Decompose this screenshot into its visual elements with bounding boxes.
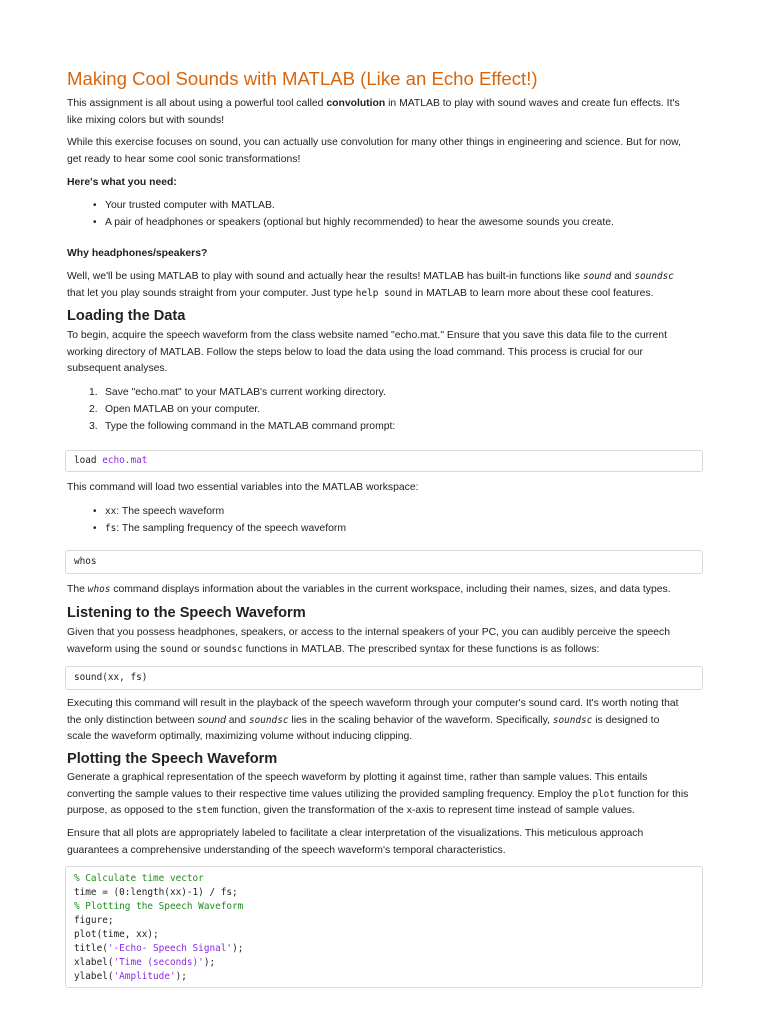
why-heading: Why headphones/speakers? [67, 248, 208, 259]
whos-text: The [67, 584, 88, 595]
listening-text: functions in MATLAB. The prescribed syntax for these functions is as follows: [242, 643, 600, 655]
list-item: • Your trusted computer with MATLAB. [67, 197, 699, 214]
code-string: 'Time (seconds)' [113, 957, 204, 968]
page-title: Making Cool Sounds with MATLAB (Like an Echo Effect!) [67, 68, 538, 89]
code-line: plot(time, xx); [74, 929, 159, 940]
listening-text: Given that you possess headphones, speakers, or access to the internal speakers of your PC, you can audibly perceive the speech [67, 627, 671, 638]
executing-text: lies in the scaling behavior of the waveform. Specifically, [288, 714, 553, 726]
why-text: that let you play sounds straight from your computer. Just type [67, 287, 356, 299]
labeling-text: guarantees a comprehensive understanding of the speech waveform's temporal characteristics. [67, 844, 506, 856]
executing-text: Executing this command will result in the playback of the speech waveform through your computer's sound card. It's worth noting that [67, 698, 679, 709]
code-function: title( [74, 943, 108, 954]
code-line [74, 454, 694, 468]
listening-paragraph [67, 625, 699, 658]
intro-text: While this exercise focuses on sound, you can actually use convolution for many other things in engineering and science. But for now, [67, 137, 681, 148]
sound-function: sound [583, 271, 612, 282]
code-line: sound(xx, fs) [74, 672, 148, 683]
executing-paragraph [67, 696, 699, 746]
loading-text: To begin, acquire the speech waveform from the class website named "echo.mat." Ensure that you save this data file to the current [67, 330, 667, 341]
code-function: xlabel( [74, 957, 114, 968]
step-text: Type the following command in the MATLAB command prompt: [105, 421, 396, 432]
plotting-heading: Plotting the Speech Waveform [67, 751, 278, 767]
sound-function: sound [159, 643, 189, 655]
listening-heading: Listening to the Speech Waveform [67, 605, 306, 621]
code-keyword: load [74, 455, 103, 466]
list-item [67, 520, 699, 537]
code-block-load[interactable] [65, 450, 703, 472]
variables-list [67, 503, 699, 537]
executing-text: scale the waveform optimally, maximizing volume without inducing clipping. [67, 731, 413, 742]
list-item: • A pair of headphones or speakers (optional but highly recommended) to hear the awesome sounds you create. [67, 214, 699, 231]
code-block-sound[interactable] [65, 666, 703, 690]
list-item [67, 418, 699, 435]
code-comment: % Calculate time vector [74, 873, 204, 884]
labeling-text: Ensure that all plots are appropriately labeled to facilitate a clear interpretation of the visualizations. This meticulous approach [67, 828, 644, 839]
intro-text: in MATLAB to play with sound waves and create fun effects. It's [385, 98, 680, 109]
plotting-paragraph [67, 770, 699, 820]
plotting-text: converting the sample values to their respective time values utilizing the provided sampling frequency. Employ the [67, 788, 593, 800]
code-block-plot[interactable] [65, 866, 703, 988]
step-number: 1. [89, 387, 98, 398]
why-text: in MATLAB to learn more about these cool features. [412, 287, 654, 299]
code-line [74, 970, 694, 984]
help-sound-command: help sound [355, 287, 413, 299]
intro-paragraph-1 [67, 96, 699, 129]
step-number: 3. [89, 421, 98, 432]
plotting-text: Generate a graphical representation of the speech waveform by plotting it against time, rather than sample values. This entails [67, 772, 648, 783]
code-punct: ); [203, 957, 216, 968]
list-item [67, 401, 699, 418]
code-line: figure; [74, 915, 114, 926]
code-comment: % Plotting the Speech Waveform [74, 901, 244, 912]
loading-heading: Loading the Data [67, 308, 186, 324]
intro-paragraph-2 [67, 135, 699, 168]
variable-name: fs [105, 523, 117, 534]
listening-text: or [188, 643, 204, 655]
code-function: ylabel( [74, 971, 114, 982]
code-line: time = (0:length(xx)-1) / fs; [74, 887, 238, 898]
list-item [67, 503, 699, 520]
plotting-text: function, given the transformation of the x-axis to represent time instead of sample values. [218, 805, 635, 816]
whos-function: whos [87, 584, 111, 595]
code-argument: echo.mat [102, 455, 148, 466]
list-item [67, 384, 699, 401]
listening-text: waveform using the [67, 643, 160, 655]
step-text: Open MATLAB on your computer. [105, 404, 261, 415]
variable-desc: : The sampling frequency of the speech waveform [116, 523, 346, 534]
step-text: Save "echo.mat" to your MATLAB's current working directory. [105, 387, 386, 398]
code-string: 'Amplitude' [113, 971, 176, 982]
labeling-paragraph [67, 826, 699, 859]
soundsc-function: soundsc [248, 714, 289, 726]
stem-function: stem [195, 805, 219, 816]
soundsc-function: soundsc [203, 643, 243, 655]
executing-text: the only distinction between [67, 714, 198, 726]
variable-name: xx [105, 506, 117, 517]
executing-text: and [225, 714, 249, 726]
intro-text: get ready to hear some cool sonic transformations! [67, 153, 301, 165]
executing-text: is designed to [592, 714, 660, 726]
code-line [74, 956, 694, 970]
intro-text: like mixing colors but with sounds! [67, 114, 225, 126]
steps-list [67, 384, 699, 435]
needs-list [67, 197, 699, 231]
after-load-text: This command will load two essential variables into the MATLAB workspace: [67, 482, 419, 493]
plotting-text: function for this [614, 788, 689, 800]
soundsc-function: soundsc [634, 271, 674, 282]
whos-text: command displays information about the variables in the current workspace, including their names, sizes, and data types. [110, 584, 671, 595]
why-text: Well, we'll be using MATLAB to play with sound and actually hear the results! MATLAB has built-in functions like [67, 271, 583, 282]
convolution-term: convolution [326, 98, 386, 109]
code-line [74, 942, 694, 956]
plot-function: plot [592, 788, 615, 800]
plotting-text: purpose, as opposed to the [67, 805, 196, 816]
code-line: whos [74, 556, 97, 567]
why-paragraph [67, 269, 699, 302]
loading-paragraph [67, 328, 699, 378]
whos-paragraph [67, 582, 699, 599]
code-punct: ); [175, 971, 187, 982]
code-string: '-Echo- Speech Signal' [107, 943, 233, 954]
variable-desc: : The speech waveform [116, 506, 225, 517]
needs-heading: Here's what you need: [67, 177, 177, 188]
loading-text: subsequent analyses. [67, 363, 168, 374]
code-block-whos[interactable] [65, 550, 703, 574]
why-text: and [611, 271, 635, 282]
step-number: 2. [89, 404, 98, 415]
sound-function: sound [197, 714, 226, 726]
code-punct: ); [232, 943, 244, 954]
intro-text: This assignment is all about using a powerful tool called [67, 98, 327, 109]
loading-text: working directory of MATLAB. Follow the steps below to load the data using the load command. This process is crucial for our [67, 346, 643, 358]
soundsc-function: soundsc [552, 714, 593, 726]
